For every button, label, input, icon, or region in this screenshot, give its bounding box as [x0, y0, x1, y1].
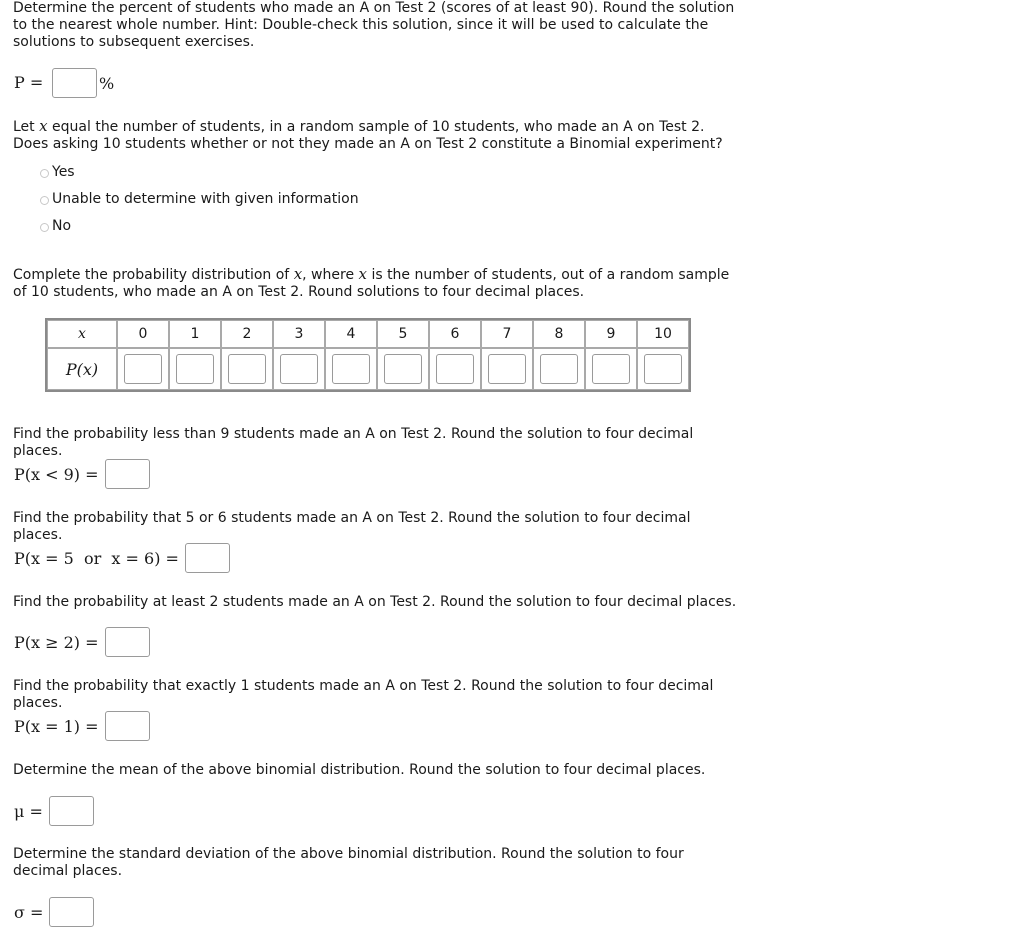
row-label-px: P(x) — [47, 348, 117, 390]
column-header: 6 — [429, 320, 481, 348]
column-header: 10 — [637, 320, 689, 348]
radio-label: No — [52, 218, 72, 234]
answer-row-exactly-1 — [14, 711, 150, 741]
px-input-1[interactable] — [176, 354, 214, 384]
prob-less-than-9-input[interactable] — [105, 459, 150, 489]
column-header: 5 — [377, 320, 429, 348]
mean-input[interactable] — [49, 796, 94, 826]
radio-button[interactable] — [40, 169, 49, 178]
question-5-or-6-text: Find the probability that 5 or 6 students made an A on Test 2. Round the solution to four decimal places. — [13, 510, 691, 543]
px-input-0[interactable] — [124, 354, 162, 384]
std-dev-input[interactable] — [49, 897, 94, 927]
column-header: 0 — [117, 320, 169, 348]
row-label-x: x — [47, 320, 117, 348]
px-input-4[interactable] — [332, 354, 370, 384]
question-exactly-1-text: Find the probability that exactly 1 students made an A on Test 2. Round the solution to four decimal places. — [13, 678, 714, 711]
px-input-2[interactable] — [228, 354, 266, 384]
radio-button[interactable] — [40, 223, 49, 232]
radio-option-yes[interactable] — [40, 164, 75, 180]
prob-label: P(x < 9) = — [14, 464, 99, 484]
px-input-7[interactable] — [488, 354, 526, 384]
answer-row-5-or-6 — [14, 543, 230, 573]
question-binomial-text: Let x equal the number of students, in a random sample of 10 students, who made an A on Test 2. Does asking 10 students whether or not they made an A on Test 2 constitute a Binomial experiment? — [13, 117, 723, 152]
question-mean-text: Determine the mean of the above binomial distribution. Round the solution to four decimal places. — [13, 762, 706, 778]
column-header: 7 — [481, 320, 533, 348]
percent-input[interactable] — [52, 68, 97, 98]
radio-button[interactable] — [40, 196, 49, 205]
prob-exactly-1-input[interactable] — [105, 711, 150, 741]
question-less-than-9-text: Find the probability less than 9 students made an A on Test 2. Round the solution to four decimal places. — [13, 426, 694, 459]
prob-5-or-6-input[interactable] — [185, 543, 230, 573]
column-header: 9 — [585, 320, 637, 348]
px-input-6[interactable] — [436, 354, 474, 384]
var-x: x — [293, 265, 303, 283]
std-dev-label: σ = — [14, 902, 44, 922]
prob-label: P(x = 5 or x = 6) = — [14, 548, 179, 568]
column-header: 3 — [273, 320, 325, 348]
px-input-10[interactable] — [644, 354, 682, 384]
column-header: 2 — [221, 320, 273, 348]
px-input-8[interactable] — [540, 354, 578, 384]
column-header: 8 — [533, 320, 585, 348]
column-header: 4 — [325, 320, 377, 348]
mean-label: μ = — [14, 801, 43, 821]
radio-option-no[interactable] — [40, 218, 71, 234]
question-distribution-text: Complete the probability distribution of x, where x is the number of students, out of a random sample of 10 students, who made an A on Test 2. Round solutions to four decimal places. — [13, 265, 730, 300]
column-header: 1 — [169, 320, 221, 348]
percent-label: P = — [14, 73, 44, 92]
answer-row-std-dev — [14, 897, 94, 927]
prob-label: P(x ≥ 2) = — [14, 632, 99, 652]
table-row-px — [47, 348, 689, 390]
var-x: x — [39, 117, 48, 135]
answer-row-less-than-9 — [14, 459, 150, 489]
question-std-dev-text: Determine the standard deviation of the above binomial distribution. Round the solution to four decimal places. — [13, 846, 684, 879]
px-input-3[interactable] — [280, 354, 318, 384]
var-x: x — [358, 265, 367, 283]
question-at-least-2-text: Find the probability at least 2 students made an A on Test 2. Round the solution to four decimal places. — [13, 594, 737, 610]
prob-label: P(x = 1) = — [14, 716, 99, 736]
radio-label: Yes — [52, 164, 75, 180]
radio-option-unable[interactable] — [40, 191, 359, 207]
answer-row-mean — [14, 796, 94, 826]
table-row-x — [47, 320, 689, 348]
answer-row-at-least-2 — [14, 627, 150, 657]
px-input-5[interactable] — [384, 354, 422, 384]
px-input-9[interactable] — [592, 354, 630, 384]
prob-at-least-2-input[interactable] — [105, 627, 150, 657]
percent-unit: % — [99, 74, 115, 93]
radio-label: Unable to determine with given information — [52, 191, 359, 207]
question-percent-text: Determine the percent of students who made an A on Test 2 (scores of at least 90). Round the solution to the nearest whole number. Hint: Double-check this solution, since it will be used to calculate the solutions to subsequent exercises. — [13, 0, 735, 50]
distribution-table — [45, 318, 691, 392]
